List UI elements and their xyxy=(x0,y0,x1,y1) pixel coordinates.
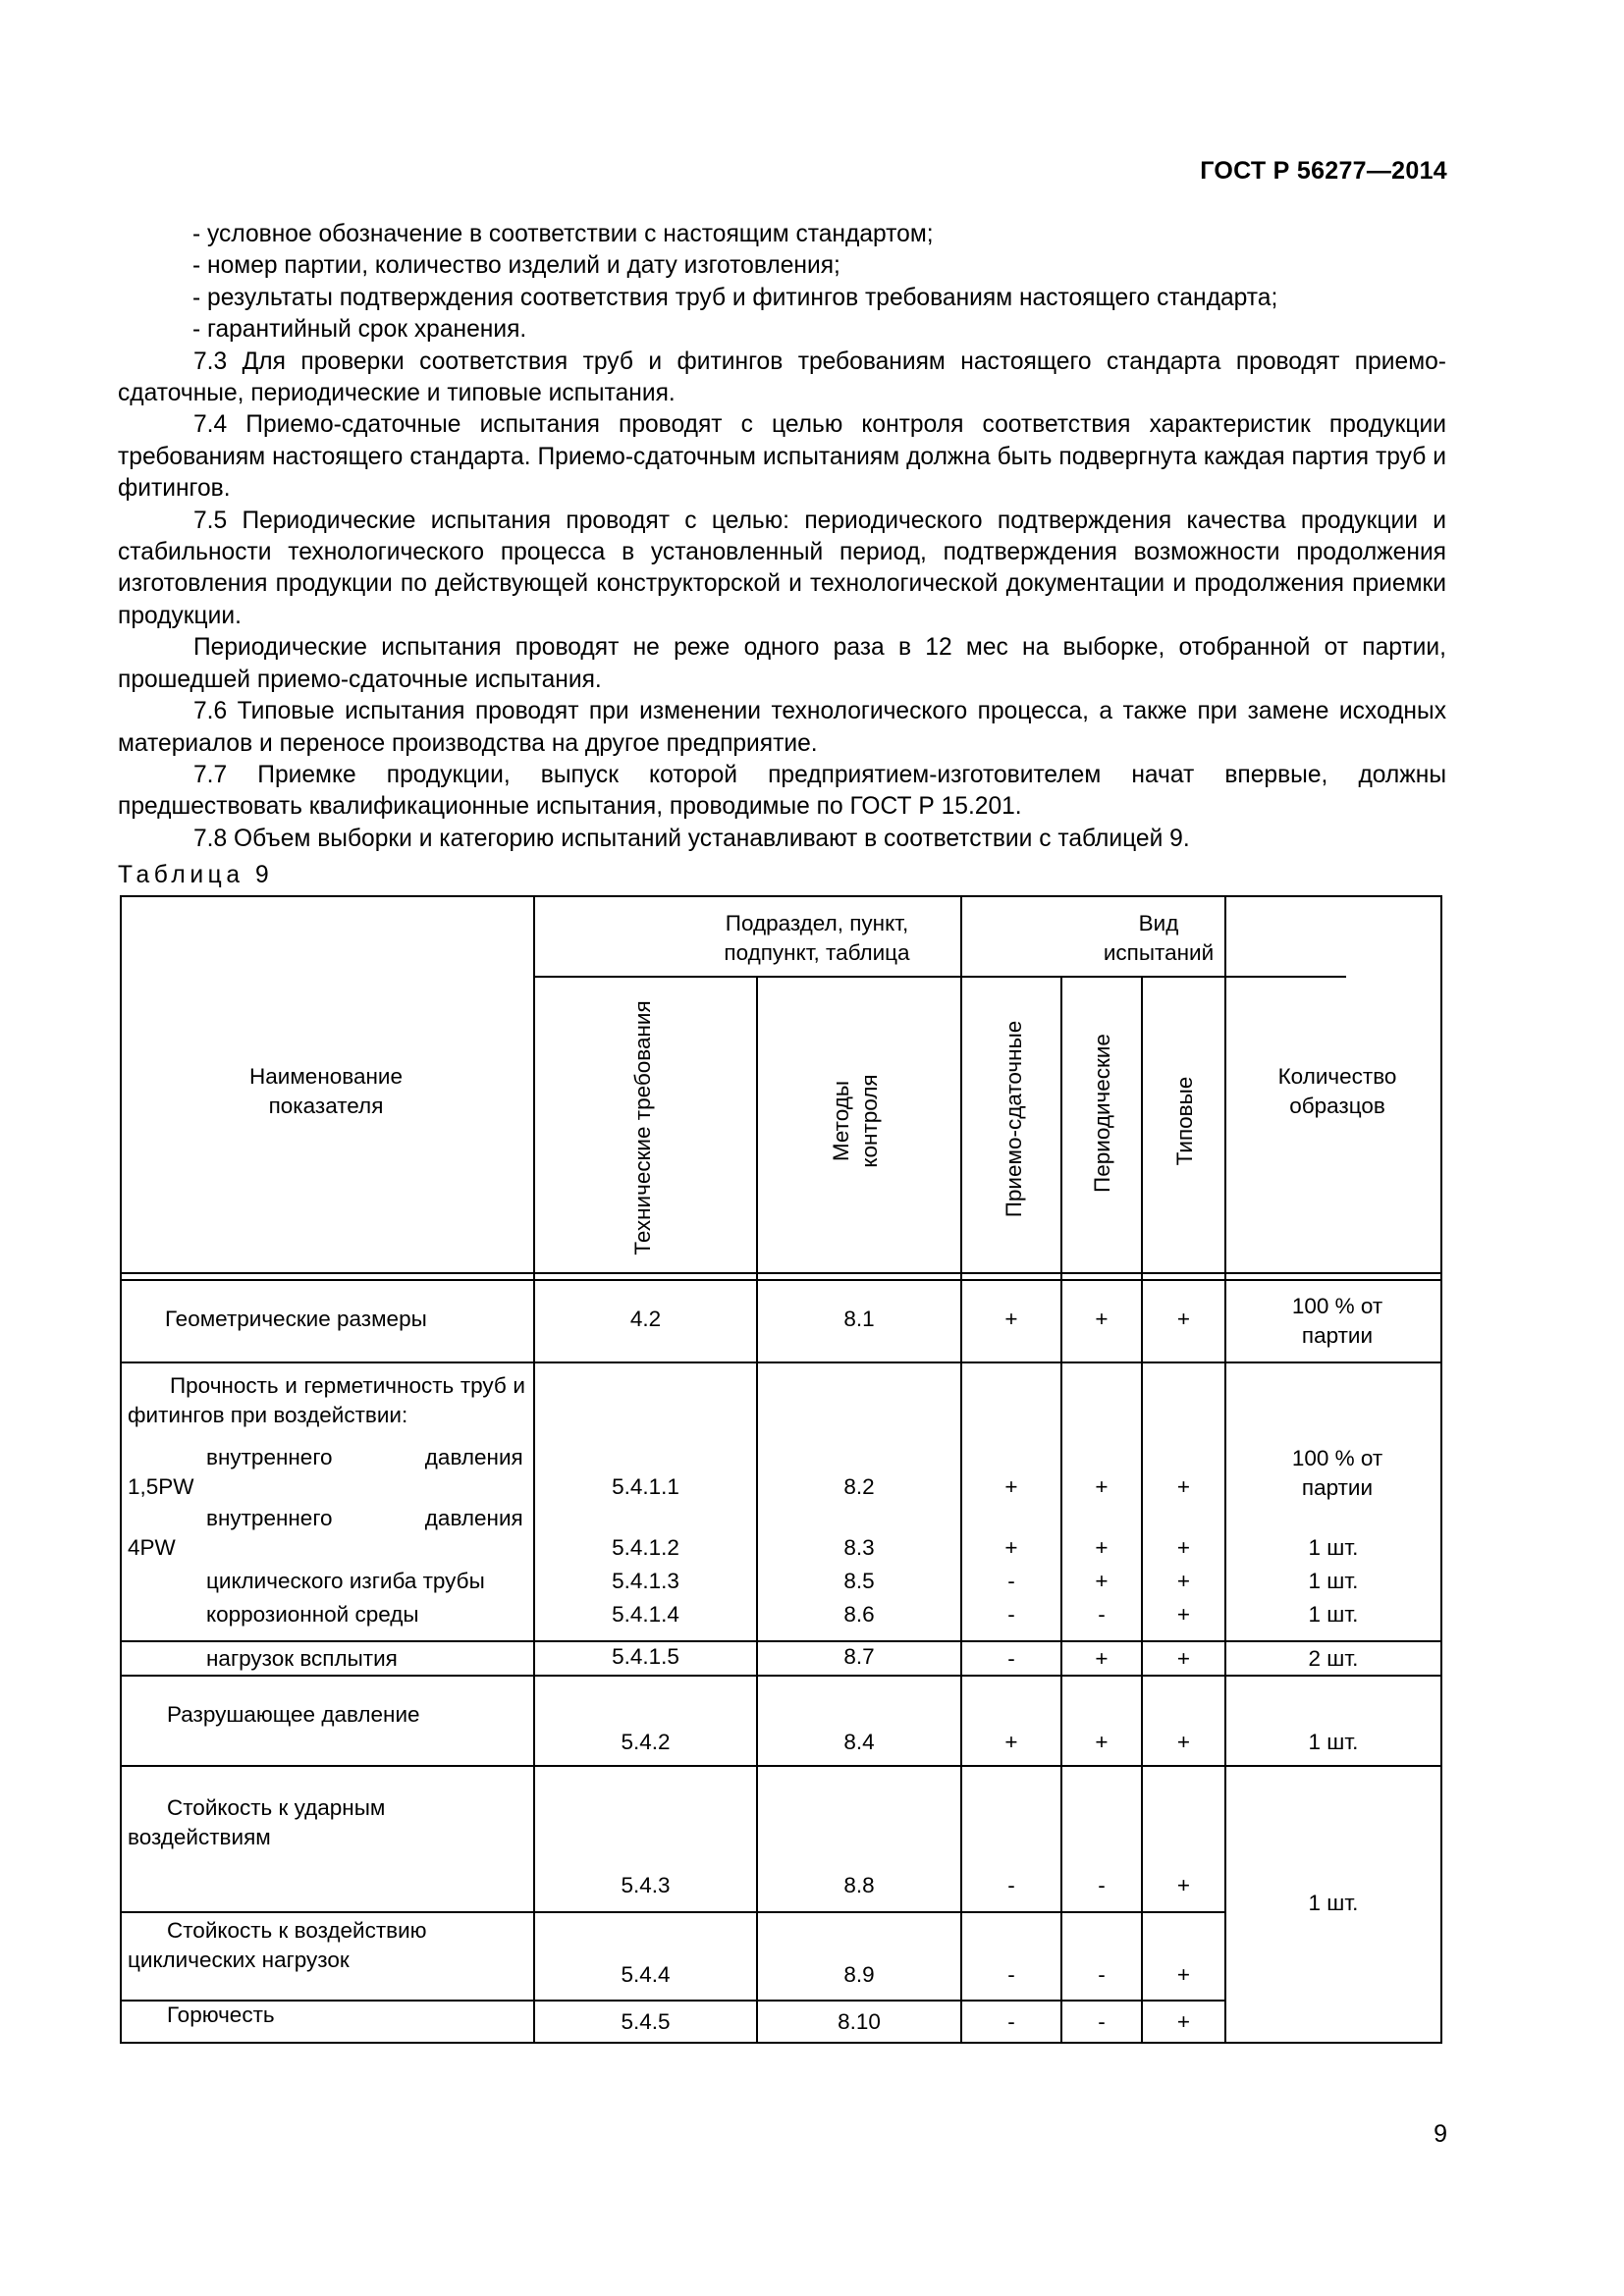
row-burst-acc: + xyxy=(1004,1730,1018,1754)
header-name: Наименование показателя xyxy=(249,1064,403,1118)
row-int15-method: 8.2 xyxy=(843,1474,875,1499)
row-impact-per: - xyxy=(1098,1873,1106,1897)
row-geom-tech: 4.2 xyxy=(629,1307,662,1331)
list-item: - номер партии, количество изделий и дату изготовления; xyxy=(192,252,840,280)
table-border-right xyxy=(1440,895,1442,2044)
header-type: Типовые xyxy=(1172,1076,1197,1166)
row-corr-tech: 5.4.1.4 xyxy=(612,1602,679,1627)
row-float-tech: 5.4.1.5 xyxy=(612,1644,679,1669)
row-int15-tech: 5.4.1.1 xyxy=(612,1474,679,1499)
row-int15-name-b: 1,5PW xyxy=(128,1474,194,1499)
paragraph-7-5-periodic: Периодические испытания проводят не реже одного раза в 12 мес на выборке, отобранной от партии, прошедшей приемо-сдаточные испытания. xyxy=(118,634,1446,693)
row-cyclic-typ: + xyxy=(1176,1962,1191,1987)
header-periodic: Периодические xyxy=(1090,1034,1114,1193)
row-int4-method: 8.3 xyxy=(843,1535,875,1560)
row-int4-typ: + xyxy=(1176,1535,1191,1560)
row-int15-per: + xyxy=(1095,1474,1109,1499)
row-corr-name: коррозионной среды xyxy=(206,1602,419,1627)
row-float-acc: - xyxy=(1007,1646,1015,1671)
row-geom-method: 8.1 xyxy=(843,1307,875,1331)
row-divider xyxy=(120,1765,1442,1767)
row-flamm-per: - xyxy=(1098,2009,1106,2034)
row-flamm-acc: - xyxy=(1007,2009,1015,2034)
row-divider xyxy=(120,1362,1442,1363)
row-burst-name: Разрушающее давление xyxy=(167,1702,420,1727)
row-bend-method: 8.5 xyxy=(843,1569,875,1593)
row-int15-samples: 100 % от партии xyxy=(1291,1446,1383,1500)
row-flamm-name: Горючесть xyxy=(167,2002,275,2027)
header-bottom-line-double xyxy=(120,1279,1442,1281)
row-impact-name: Стойкость к ударным воздействиям xyxy=(128,1795,386,1849)
document-code: ГОСТ Р 56277—2014 xyxy=(1200,157,1447,185)
paragraph-7-8: 7.8 Объем выборки и категорию испытаний устанавливают в соответствии с таблицей 9. xyxy=(193,825,1190,852)
header-methods xyxy=(827,1052,884,1190)
row-burst-typ: + xyxy=(1176,1730,1191,1754)
row-int15-typ: + xyxy=(1176,1474,1191,1499)
row-int4-name-a xyxy=(206,1504,523,1533)
row-impact-method: 8.8 xyxy=(843,1873,875,1897)
list-item: - условное обозначение в соответствии с настоящим стандартом; xyxy=(192,221,934,247)
row-divider xyxy=(120,1675,1442,1677)
body-text xyxy=(118,219,1446,855)
header-test-group: Вид испытаний xyxy=(1103,911,1215,965)
row-cyclic-method: 8.9 xyxy=(843,1962,875,1987)
row-corr-method: 8.6 xyxy=(843,1602,875,1627)
list-item: - результаты подтверждения соответствия труб и фитингов требованиям настоящего стандарта; xyxy=(192,284,1278,311)
row-corr-per: - xyxy=(1098,1602,1106,1627)
row-burst-samples: 1 шт. xyxy=(1308,1730,1359,1754)
row-geom-typ: + xyxy=(1176,1307,1191,1331)
row-impact-acc: - xyxy=(1007,1873,1015,1897)
row-burst-per: + xyxy=(1095,1730,1109,1754)
row-corr-typ: + xyxy=(1176,1602,1191,1627)
row-int4-name-b: 4PW xyxy=(128,1535,176,1560)
row-int4-samples: 1 шт. xyxy=(1308,1535,1359,1560)
row-float-per: + xyxy=(1095,1646,1109,1671)
row-cyclic-tech: 5.4.4 xyxy=(621,1962,671,1987)
row-flamm-typ: + xyxy=(1176,2009,1191,2034)
row-geom-acc: + xyxy=(1004,1307,1018,1331)
row-impact-typ: + xyxy=(1176,1873,1191,1897)
row-int15-name-a-text: внутреннего давления xyxy=(206,1445,523,1469)
row-cyclic-name: Стойкость к воздействию циклических нагрузок xyxy=(128,1918,427,1972)
row-float-name: нагрузок всплытия xyxy=(206,1646,398,1671)
row-float-typ: + xyxy=(1176,1646,1191,1671)
row-int4-tech: 5.4.1.2 xyxy=(612,1535,679,1560)
list-item: - гарантийный срок хранения. xyxy=(192,316,527,344)
paragraph-7-7: 7.7 Приемке продукции, выпуск которой предприятием-изготовителем начат впервые, должны предшествовать квалификационные испытания, проводимые по ГОСТ Р 15.201. xyxy=(118,761,1446,821)
row-int4-acc: + xyxy=(1004,1535,1018,1560)
column-divider xyxy=(1224,895,1226,2044)
row-bend-per: + xyxy=(1095,1569,1109,1593)
row-bend-name: циклического изгиба трубы xyxy=(206,1569,485,1593)
row-bend-samples: 1 шт. xyxy=(1308,1569,1359,1593)
row-int15-acc: + xyxy=(1004,1474,1018,1499)
header-methods-text: Методы контроля xyxy=(829,1074,882,1168)
row-float-samples: 2 шт. xyxy=(1308,1646,1359,1671)
row-burst-method: 8.4 xyxy=(843,1730,875,1754)
header-acceptance: Приемо-сдаточные xyxy=(1001,1020,1026,1218)
row-geom-per: + xyxy=(1095,1307,1109,1331)
page-number: 9 xyxy=(1434,2120,1447,2148)
row-impact-tech: 5.4.3 xyxy=(621,1873,671,1897)
table-border-top xyxy=(120,895,1442,897)
header-samples: Количество образцов xyxy=(1277,1064,1397,1118)
paragraph-7-5: 7.5 Периодические испытания проводят с целью: периодического подтверждения качества продукции и стабильности технологического процесса в установленный период, подтверждения возможности продолжения изготовления продукции по действующей конструкторской и технологической документации и продолжения приемки продукции. xyxy=(118,507,1446,629)
row-flamm-tech: 5.4.5 xyxy=(621,2009,671,2034)
table-border-bottom xyxy=(120,2042,1442,2044)
paragraph-7-3: 7.3 Для проверки соответствия труб и фитингов требованиям настоящего стандарта проводят приемо-сдаточные, периодические и типовые испытания. xyxy=(118,347,1446,407)
row-bend-acc: - xyxy=(1007,1569,1015,1593)
row-flamm-method: 8.10 xyxy=(838,2009,881,2034)
row-int4-per: + xyxy=(1095,1535,1109,1560)
test-table xyxy=(120,895,1442,2044)
table-caption: Таблица 9 xyxy=(118,862,274,888)
row-float-method: 8.7 xyxy=(843,1644,875,1669)
row-bend-typ: + xyxy=(1176,1569,1191,1593)
header-section-group: Подраздел, пункт, подпункт, таблица xyxy=(724,911,910,965)
row-int15-name-a xyxy=(206,1443,526,1472)
row-bend-tech: 5.4.1.3 xyxy=(612,1569,679,1593)
paragraph-7-4: 7.4 Приемо-сдаточные испытания проводят с целью контроля соответствия характеристик продукции требованиям настоящего стандарта. Приемо-сдаточным испытаниям должна быть подвергнута каждая партия труб и фитингов. xyxy=(118,411,1446,503)
row-cyclic-acc: - xyxy=(1007,1962,1015,1987)
row-corr-acc: - xyxy=(1007,1602,1015,1627)
row-geom-name: Геометрические размеры xyxy=(165,1307,427,1331)
row-int4-name-a-text: внутреннего давления xyxy=(206,1506,523,1530)
row-strength-title: Прочность и герметичность труб и фитингов при воздействии: xyxy=(128,1373,525,1427)
row-burst-tech: 5.4.2 xyxy=(621,1730,671,1754)
row-cyclic-per: - xyxy=(1098,1962,1106,1987)
header-tech-requirements: Технические требования xyxy=(630,1000,655,1255)
merged-samples: 1 шт. xyxy=(1308,1891,1359,1915)
row-geom-samples: 100 % от партии xyxy=(1291,1294,1383,1348)
table-border-left xyxy=(120,895,122,2044)
paragraph-7-6: 7.6 Типовые испытания проводят при изменении технологического процесса, а также при замене исходных материалов и переносе производства на другое предприятие. xyxy=(118,698,1446,757)
row-corr-samples: 1 шт. xyxy=(1308,1602,1359,1627)
header-bottom-line xyxy=(120,1272,1442,1274)
